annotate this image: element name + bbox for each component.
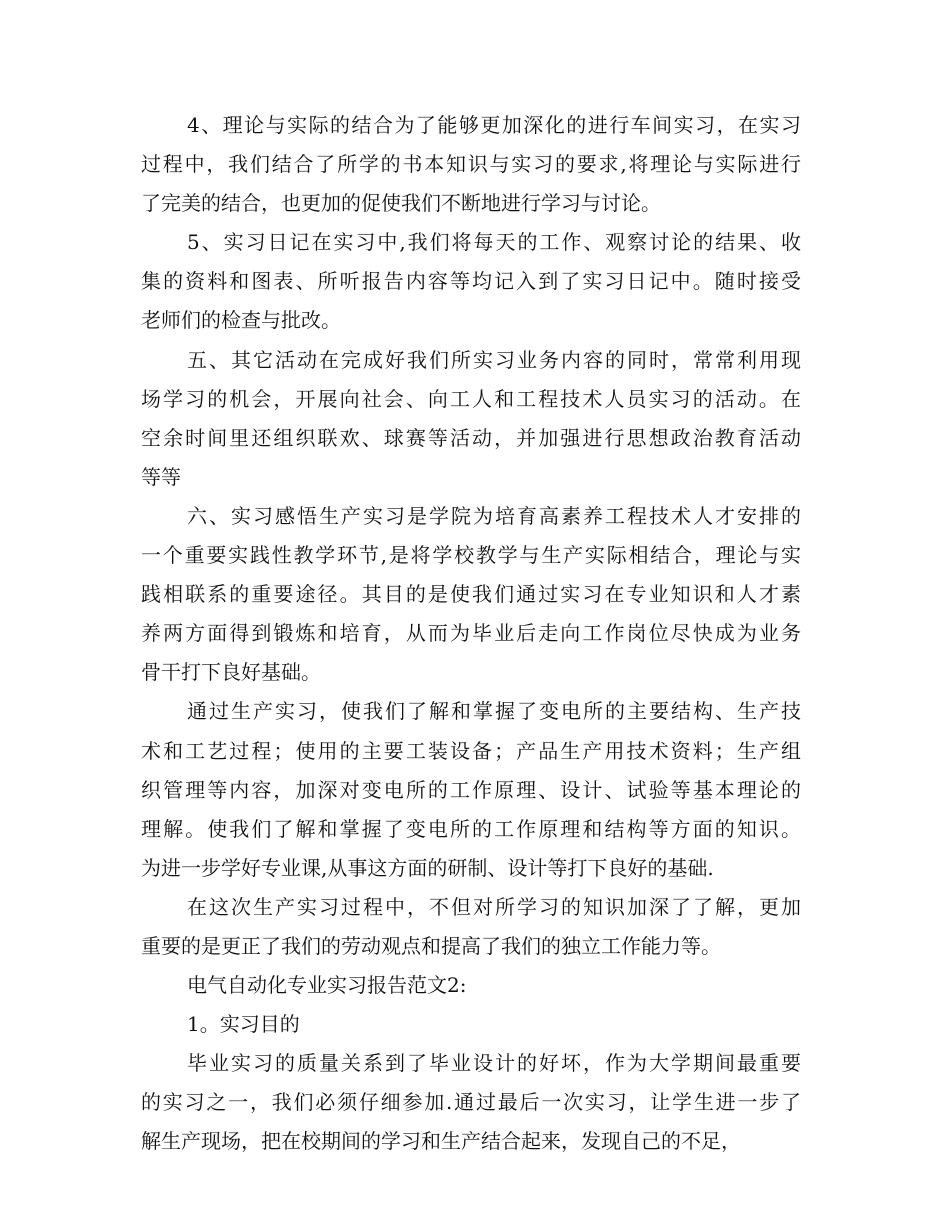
- document-body: [141, 106, 801, 1162]
- paragraph-internship-reflections: [141, 497, 801, 692]
- text-line: 五、其它活动在完成好我们所实习业务内容的同时，常常利用现: [187, 347, 801, 372]
- text-line: 老师们的检查与批改。: [141, 308, 341, 333]
- heading-line: 电气自动化专业实习报告范文2:: [187, 973, 467, 998]
- text-line: 术和工艺过程；使用的主要工装设备；产品生产用技术资料；生产组: [141, 738, 801, 763]
- paragraph-other-activities: [141, 341, 801, 497]
- text-line: 养两方面得到锻炼和培育，从而为毕业后走向工作岗位尽快成为业务: [141, 621, 801, 646]
- text-line: 空余时间里还组织联欢、球赛等活动，并加强进行思想政治教育活动: [141, 425, 801, 450]
- text-line: 六、实习感悟生产实习是学院为培育高素养工程技术人才安排的: [187, 503, 801, 528]
- text-line: 的实习之一，我们必须仔细参加.通过最后一次实习，让学生进一步了: [141, 1090, 801, 1115]
- paragraph-4-theory-practice: [141, 106, 801, 223]
- text-line: 场学习的机会，开展向社会、向工人和工程技术人员实习的活动。在: [141, 386, 801, 411]
- text-line: 在这次生产实习过程中，不但对所学习的知识加深了了解，更加: [187, 894, 801, 919]
- paragraph-5-internship-diary: [141, 223, 801, 340]
- text-line: 为进一步学好专业课,从事这方面的研制、设计等打下良好的基础.: [141, 855, 714, 880]
- text-line: 集的资料和图表、所听报告内容等均记入到了实习日记中。随时接受: [141, 269, 801, 294]
- text-line: 践相联系的重要途径。其目的是使我们通过实习在专业知识和人才素: [141, 582, 801, 607]
- text-line: 过程中，我们结合了所学的书本知识与实习的要求,将理论与实际进行: [141, 152, 801, 177]
- subheading-internship-purpose: [141, 1005, 801, 1044]
- text-line: 重要的是更正了我们的劳动观点和提高了我们的独立工作能力等。: [141, 933, 721, 958]
- text-line: 了完美的结合，也更加的促使我们不断地进行学习与讨论。: [141, 191, 661, 216]
- paragraph-production-internship-summary: [141, 692, 801, 887]
- paragraph-graduation-internship: [141, 1044, 801, 1161]
- paragraph-internship-gains: [141, 888, 801, 966]
- text-line: 5、实习日记在实习中,我们将每天的工作、观察讨论的结果、收: [187, 230, 801, 255]
- text-line: 4、理论与实际的结合为了能够更加深化的进行车间实习，在实习: [187, 113, 801, 137]
- text-line: 织管理等内容，加深对变电所的工作原理、设计、试验等基本理论的: [141, 777, 801, 802]
- text-line: 骨干打下良好基础。: [141, 660, 321, 685]
- text-line: 理解。使我们了解和掌握了变电所的工作原理和结构等方面的知识。: [141, 816, 801, 841]
- text-line: 一个重要实践性教学环节,是将学校教学与生产实际相结合，理论与实: [141, 543, 801, 568]
- text-line: 毕业实习的质量关系到了毕业设计的好坏，作为大学期间最重要: [187, 1051, 801, 1076]
- section-heading-sample-2: [141, 966, 801, 1005]
- text-line: 通过生产实习，使我们了解和掌握了变电所的主要结构、生产技: [187, 699, 801, 724]
- heading-line: 1。实习目的: [187, 1012, 300, 1037]
- text-line: 等等: [141, 464, 181, 489]
- text-line: 解生产现场，把在校期间的学习和生产结合起来，发现自己的不足，: [141, 1129, 741, 1154]
